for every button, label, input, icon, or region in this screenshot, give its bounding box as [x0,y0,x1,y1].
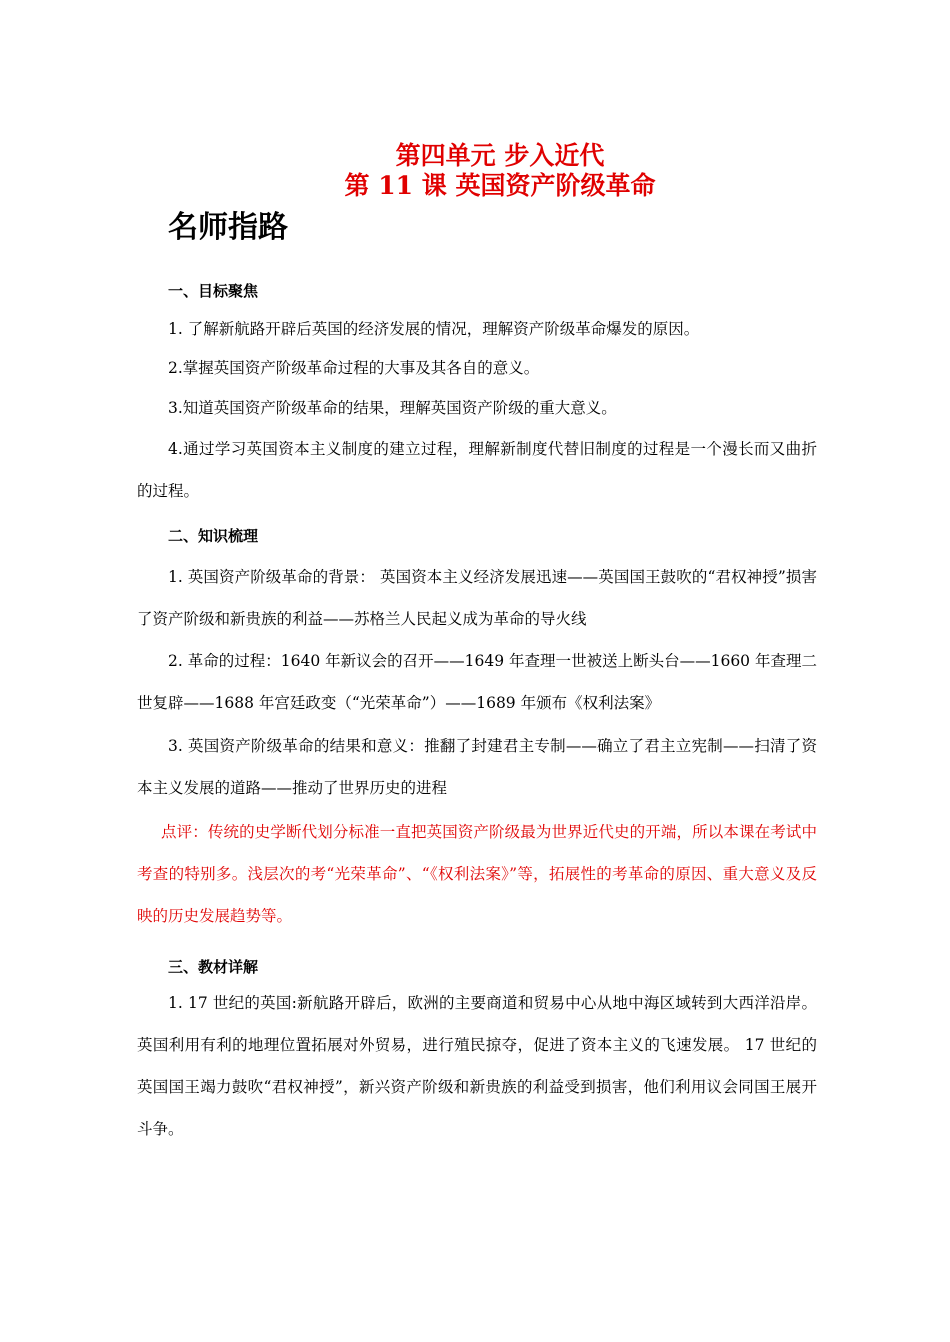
textbook-item-1: 1. 17 世纪的英国:新航路开辟后，欧洲的主要商道和贸易中心从地中海区域转到大西洋沿岸。英国利用有利的地理位置拓展对外贸易，进行殖民掠夺，促进了资本主义的飞速发展。 17 世纪的英国国王竭力鼓吹“君权神授”，新兴资产阶级和新贵族的利益受到损害，他们利用议会同国王展开斗争。 [137,994,817,1138]
unit-title: 第四单元 步入近代 [395,141,605,170]
section-heading-knowledge: 二、知识梳理 [168,527,259,545]
knowledge-item-2: 2. 革命的过程：1640 年新议会的召开——1649 年查理一世被送上断头台——1660 年查理二世复辟——1688 年宫廷政变（“光荣革命”）——1689 年颁布《权利法案》 [137,652,817,712]
goal-item-4: 4.通过学习英国资本主义制度的建立过程，理解新制度代替旧制度的过程是一个漫长而又曲折的过程。 [137,440,817,500]
guide-heading: 名师指路 [168,210,288,245]
lesson-title: 第 11 课 英国资产阶级革命 [344,171,656,200]
section-heading-goals: 一、目标聚焦 [168,282,259,300]
goal-item-3: 3.知道英国资产阶级革命的结果，理解英国资产阶级的重大意义。 [168,399,617,417]
knowledge-item-1: 1. 英国资产阶级革命的背景： 英国资本主义经济发展迅速——英国国王鼓吹的“君权神授”损害了资产阶级和新贵族的利益——苏格兰人民起义成为革命的导火线 [137,568,817,628]
goal-item-1: 1. 了解新航路开辟后英国的经济发展的情况，理解资产阶级革命爆发的原因。 [168,320,700,338]
comment-paragraph: 点评：传统的史学断代划分标准一直把英国资产阶级最为世界近代史的开端，所以本课在考试中考查的特别多。浅层次的考“光荣革命”、“《权利法案》”等，拓展性的考革命的原因、重大意义及反映的历史发展趋势等。 [137,823,817,925]
goal-item-2: 2.掌握英国资产阶级革命过程的大事及其各自的意义。 [168,359,540,377]
knowledge-item-3: 3. 英国资产阶级革命的结果和意义：推翻了封建君主专制——确立了君主立宪制——扫清了资本主义发展的道路——推动了世界历史的进程 [137,737,817,797]
section-heading-textbook: 三、教材详解 [168,958,259,976]
